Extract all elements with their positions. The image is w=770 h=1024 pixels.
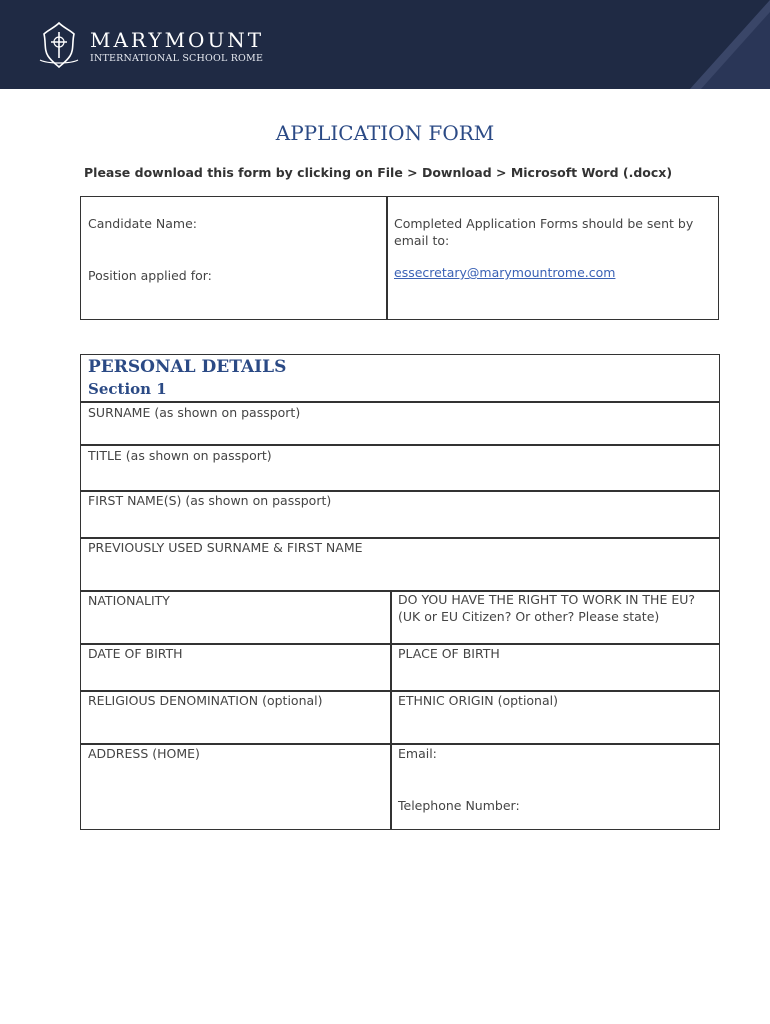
- brand-subtitle: INTERNATIONAL SCHOOL ROME: [90, 53, 264, 64]
- date-of-birth-field[interactable]: DATE OF BIRTH: [88, 646, 183, 661]
- position-applied-label[interactable]: Position applied for:: [88, 268, 212, 283]
- email-field[interactable]: Email:: [398, 746, 437, 761]
- nationality-field[interactable]: NATIONALITY: [88, 593, 170, 608]
- home-address-field[interactable]: ADDRESS (HOME): [88, 746, 200, 761]
- form-title: APPLICATION FORM: [275, 121, 495, 145]
- row-divider: [81, 743, 719, 745]
- submission-note: Completed Application Forms should be sent by email to:: [394, 216, 694, 248]
- header-banner: [0, 0, 770, 89]
- candidate-name-label[interactable]: Candidate Name:: [88, 216, 197, 231]
- corner-stripe-decoration: [650, 0, 770, 89]
- surname-field[interactable]: SURNAME (as shown on passport): [88, 405, 301, 420]
- download-instructions: Please download this form by clicking on File > Download > Microsoft Word (.docx): [84, 165, 673, 180]
- column-divider: [390, 590, 392, 830]
- previous-names-field[interactable]: PREVIOUSLY USED SURNAME & FIRST NAME: [88, 540, 363, 555]
- ethnic-origin-field[interactable]: ETHNIC ORIGIN (optional): [398, 693, 558, 708]
- personal-details-table: [80, 354, 720, 830]
- row-divider: [81, 490, 719, 492]
- first-names-field[interactable]: FIRST NAME(S) (as shown on passport): [88, 493, 332, 508]
- place-of-birth-field[interactable]: PLACE OF BIRTH: [398, 646, 500, 661]
- crest-icon: [34, 20, 84, 70]
- right-to-work-field[interactable]: DO YOU HAVE THE RIGHT TO WORK IN THE EU? (UK or EU Citizen? Or other? Please state): [398, 592, 695, 624]
- row-divider: [81, 401, 719, 403]
- row-divider: [81, 444, 719, 446]
- candidate-info-box: [80, 196, 719, 320]
- telephone-field[interactable]: Telephone Number:: [398, 798, 520, 813]
- title-field[interactable]: TITLE (as shown on passport): [88, 448, 272, 463]
- religion-field[interactable]: RELIGIOUS DENOMINATION (optional): [88, 693, 323, 708]
- row-divider: [81, 537, 719, 539]
- info-box-divider: [386, 197, 388, 319]
- row-divider: [81, 643, 719, 645]
- brand-name: MARYMOUNT: [90, 28, 265, 52]
- section-number: Section 1: [88, 380, 167, 398]
- email-link[interactable]: essecretary@marymountrome.com: [394, 265, 616, 280]
- section-heading: PERSONAL DETAILS: [88, 357, 287, 377]
- row-divider: [81, 690, 719, 692]
